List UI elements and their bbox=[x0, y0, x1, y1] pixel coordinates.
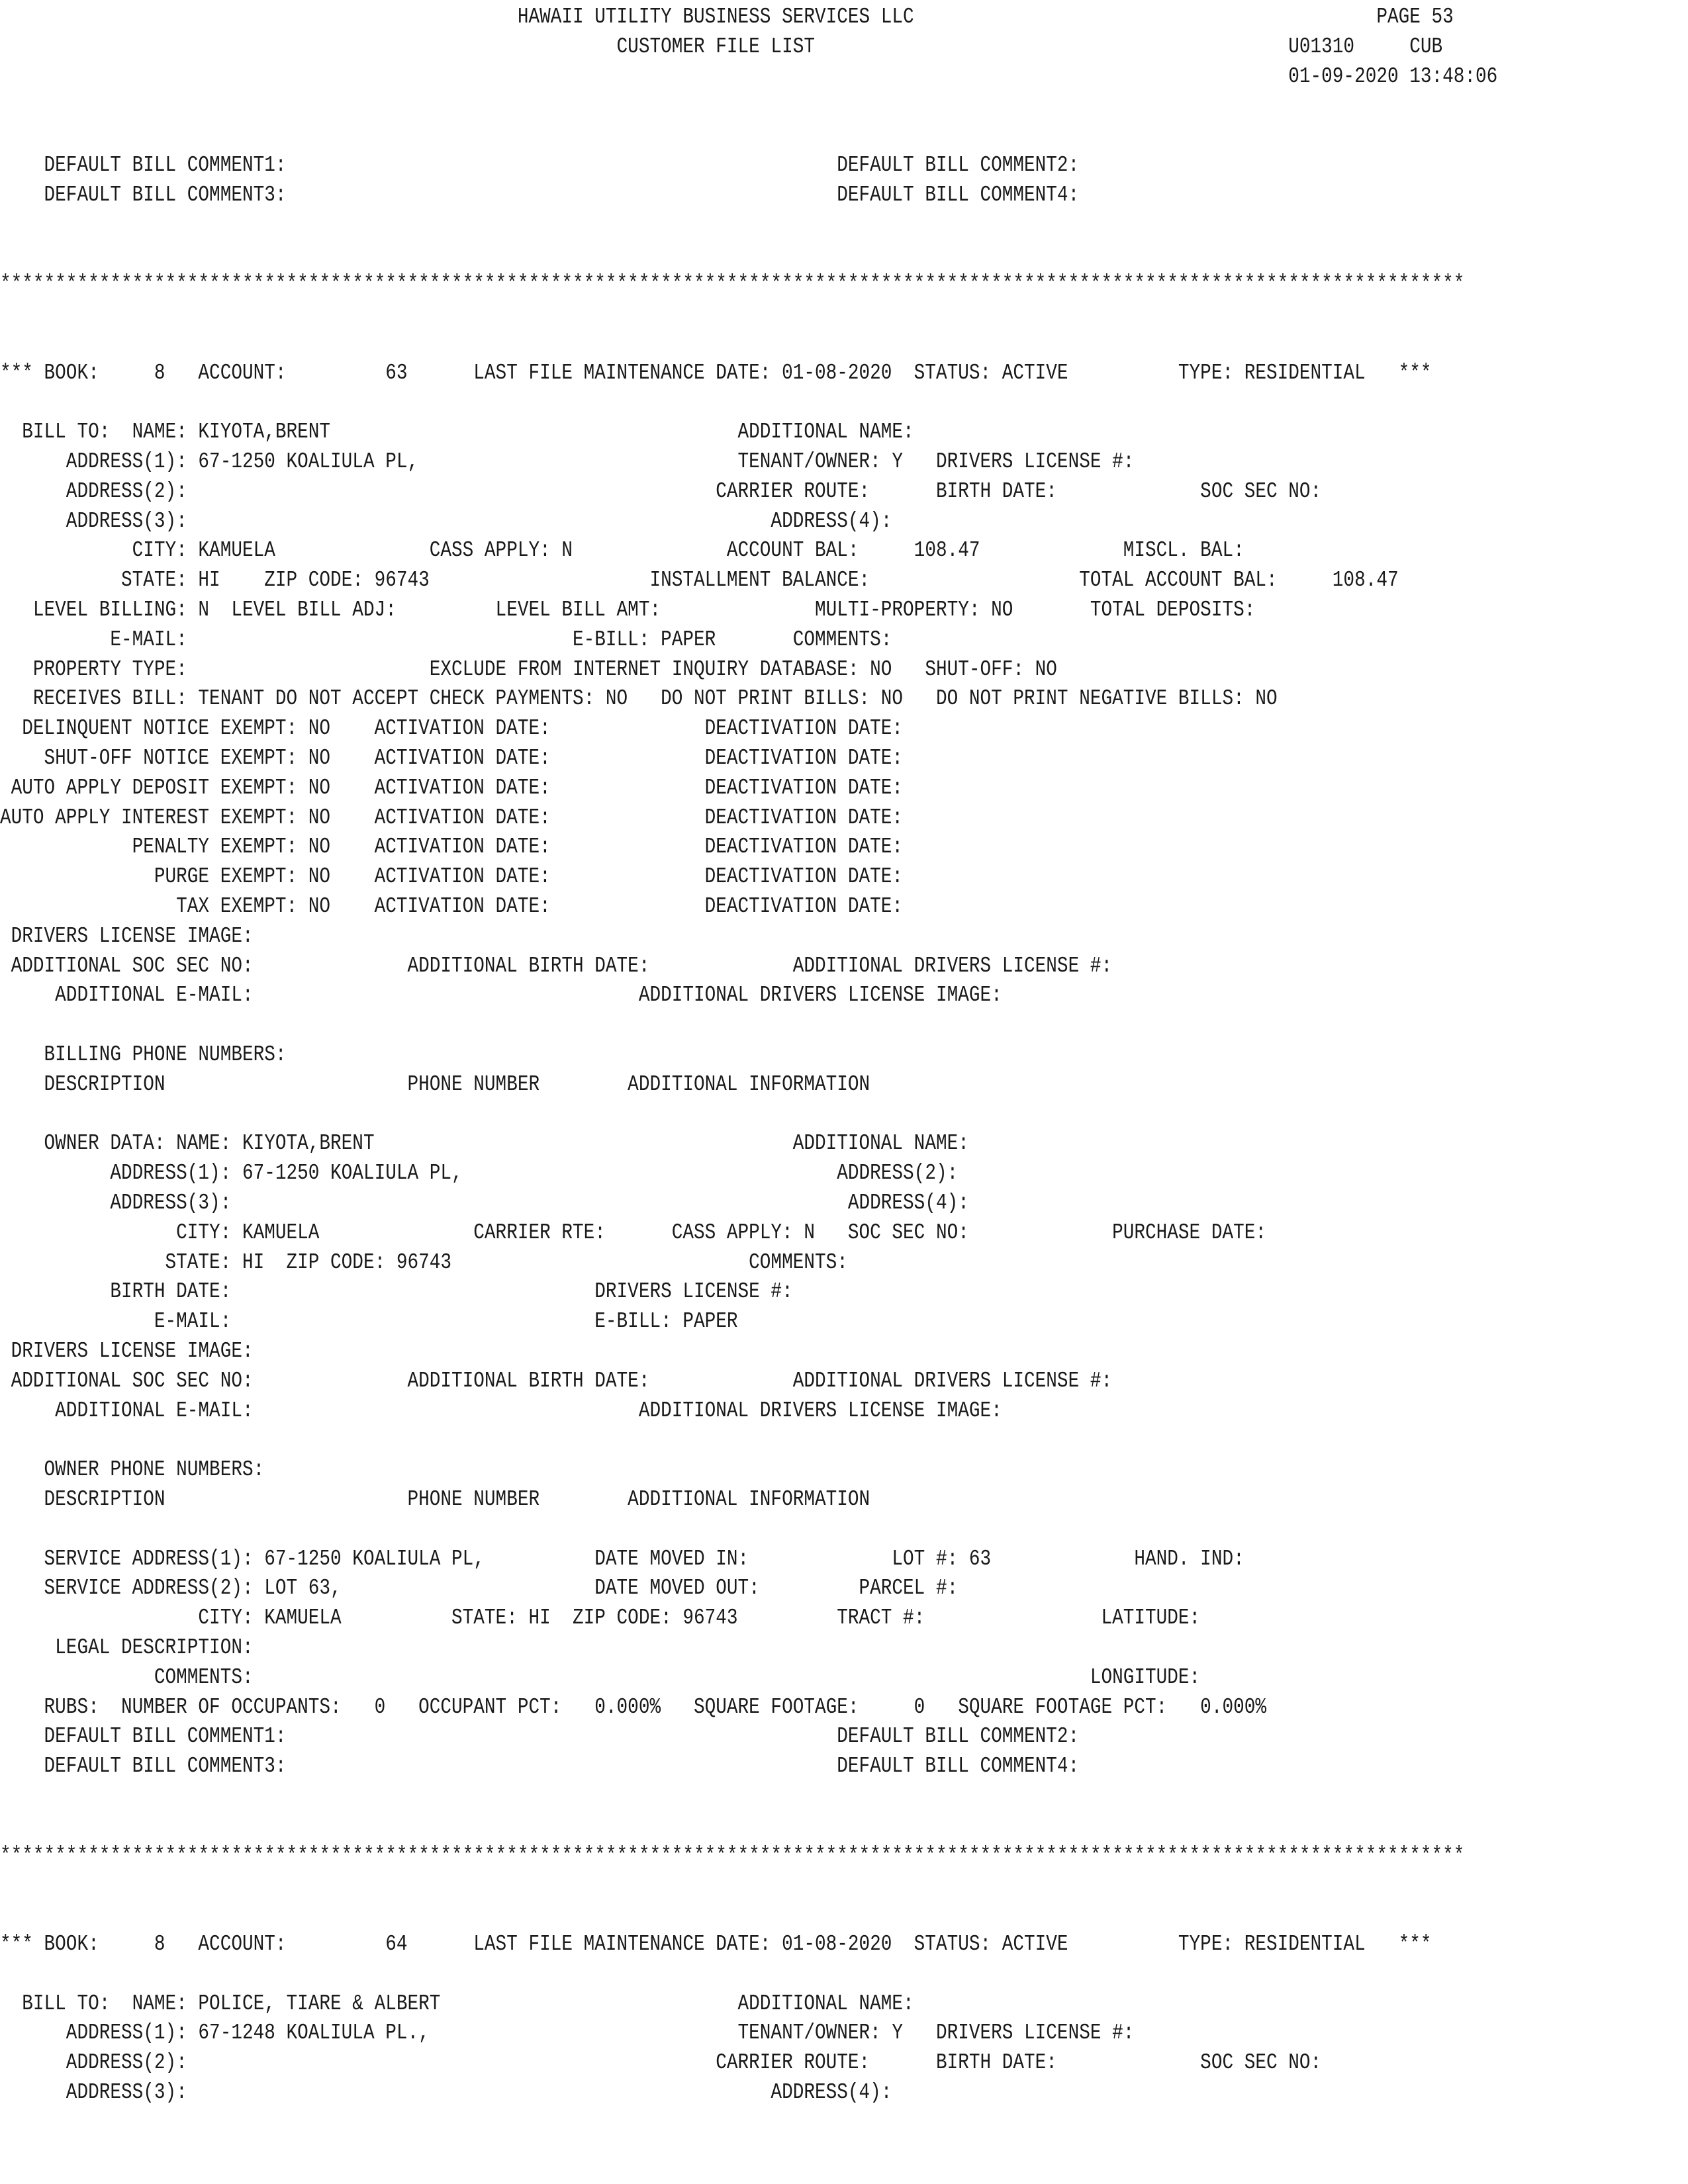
report-line bbox=[0, 240, 1418, 269]
report-line: DEFAULT BILL COMMENT3: DEFAULT BILL COMMENT4: bbox=[0, 182, 1080, 207]
report-line: DRIVERS LICENSE IMAGE: bbox=[0, 1339, 254, 1363]
report-line: E-MAIL: E-BILL: PAPER bbox=[0, 1309, 738, 1334]
report-line: STATE: HI ZIP CODE: 96743 COMMENTS: bbox=[0, 1250, 848, 1275]
report-line: AUTO APPLY DEPOSIT EXEMPT: NO ACTIVATION DATE: DEACTIVATION DATE: bbox=[0, 775, 904, 800]
report-line: PURGE EXEMPT: NO ACTIVATION DATE: DEACTIVATION DATE: bbox=[0, 864, 904, 889]
report-line: ADDRESS(3): ADDRESS(4): bbox=[0, 508, 892, 533]
report-line bbox=[0, 1782, 1418, 1811]
report-line: E-MAIL: E-BILL: PAPER COMMENTS: bbox=[0, 627, 892, 652]
report-line: LEGAL DESCRIPTION: bbox=[0, 1635, 254, 1660]
report-line: SERVICE ADDRESS(2): LOT 63, DATE MOVED OUT: PARCEL #: bbox=[0, 1576, 959, 1601]
report-line bbox=[0, 210, 1418, 240]
report-line bbox=[0, 388, 1418, 417]
report-line: DELINQUENT NOTICE EXEMPT: NO ACTIVATION DATE: DEACTIVATION DATE: bbox=[0, 716, 904, 741]
report-line: AUTO APPLY INTEREST EXEMPT: NO ACTIVATION DATE: DEACTIVATION DATE: bbox=[0, 805, 904, 830]
report-line: BILLING PHONE NUMBERS: bbox=[0, 1042, 287, 1067]
report-header-line: HAWAII UTILITY BUSINESS SERVICES LLC PAGE 53 bbox=[0, 5, 1454, 29]
report-line: ADDRESS(1): 67-1248 KOALIULA PL., TENANT/OWNER: Y DRIVERS LICENSE #: bbox=[0, 2021, 1135, 2046]
report-line: ADDITIONAL E-MAIL: ADDITIONAL DRIVERS LICENSE IMAGE: bbox=[0, 1398, 1002, 1423]
report-line bbox=[0, 1426, 1418, 1455]
report-line: DRIVERS LICENSE IMAGE: bbox=[0, 923, 254, 948]
report-header-line: CUSTOMER FILE LIST U01310 CUB bbox=[0, 34, 1443, 59]
report-line bbox=[0, 91, 1418, 120]
report-line: DEFAULT BILL COMMENT1: DEFAULT BILL COMMENT2: bbox=[0, 153, 1080, 177]
report-line: DEFAULT BILL COMMENT1: DEFAULT BILL COMMENT2: bbox=[0, 1724, 1080, 1749]
report-line bbox=[0, 1870, 1418, 1899]
report-line: ADDRESS(3): ADDRESS(4): bbox=[0, 1191, 969, 1215]
report-line: ADDITIONAL SOC SEC NO: ADDITIONAL BIRTH DATE: ADDITIONAL DRIVERS LICENSE #: bbox=[0, 953, 1113, 978]
account-header-line: *** BOOK: 8 ACCOUNT: 64 LAST FILE MAINTENANCE DATE: 01-08-2020 STATUS: ACTIVE TYPE: RESIDENTIAL *** bbox=[0, 1932, 1432, 1956]
report-line: PENALTY EXEMPT: NO ACTIVATION DATE: DEACTIVATION DATE: bbox=[0, 835, 904, 860]
report-line: CITY: KAMUELA STATE: HI ZIP CODE: 96743 TRACT #: LATITUDE: bbox=[0, 1606, 1201, 1631]
report-line: STATE: HI ZIP CODE: 96743 INSTALLMENT BALANCE: TOTAL ACCOUNT BAL: 108.47 bbox=[0, 568, 1399, 593]
report-line: ADDRESS(1): 67-1250 KOALIULA PL, ADDRESS(2): bbox=[0, 1161, 959, 1186]
report-line: CITY: KAMUELA CASS APPLY: N ACCOUNT BAL: 108.47 MISCL. BAL: bbox=[0, 538, 1244, 563]
report-line bbox=[0, 1515, 1418, 1544]
report-line: ADDRESS(3): ADDRESS(4): bbox=[0, 2080, 892, 2105]
report-line: SHUT-OFF NOTICE EXEMPT: NO ACTIVATION DATE: DEACTIVATION DATE: bbox=[0, 746, 904, 770]
report-line bbox=[0, 1811, 1418, 1841]
report-line: ADDRESS(1): 67-1250 KOALIULA PL, TENANT/OWNER: Y DRIVERS LICENSE #: bbox=[0, 449, 1135, 474]
report-line bbox=[0, 299, 1418, 328]
report-line bbox=[0, 1011, 1418, 1040]
report-line: RUBS: NUMBER OF OCCUPANTS: 0 OCCUPANT PCT: 0.000% SQUARE FOOTAGE: 0 SQUARE FOOTAGE PCT: 0.000% bbox=[0, 1694, 1266, 1719]
report-line: DESCRIPTION PHONE NUMBER ADDITIONAL INFORMATION bbox=[0, 1487, 870, 1512]
report-line bbox=[0, 1900, 1418, 1929]
report-line bbox=[0, 329, 1418, 358]
report-line: DESCRIPTION PHONE NUMBER ADDITIONAL INFORMATION bbox=[0, 1071, 870, 1097]
report-line bbox=[0, 121, 1418, 150]
report-line: ADDRESS(2): CARRIER ROUTE: BIRTH DATE: SOC SEC NO: bbox=[0, 2050, 1322, 2075]
report-line bbox=[0, 1960, 1418, 1989]
account-header-line: *** BOOK: 8 ACCOUNT: 63 LAST FILE MAINTENANCE DATE: 01-08-2020 STATUS: ACTIVE TYPE: RESIDENTIAL *** bbox=[0, 360, 1432, 385]
report-line: RECEIVES BILL: TENANT DO NOT ACCEPT CHECK PAYMENTS: NO DO NOT PRINT BILLS: NO DO NOT PRINT NEGATIVE BILLS: NO bbox=[0, 686, 1278, 711]
report-line: BIRTH DATE: DRIVERS LICENSE #: bbox=[0, 1279, 793, 1304]
report-line: ADDRESS(2): CARRIER ROUTE: BIRTH DATE: SOC SEC NO: bbox=[0, 478, 1322, 504]
report-line: CITY: KAMUELA CARRIER RTE: CASS APPLY: N SOC SEC NO: PURCHASE DATE: bbox=[0, 1220, 1266, 1245]
report-line: ADDITIONAL E-MAIL: ADDITIONAL DRIVERS LICENSE IMAGE: bbox=[0, 983, 1002, 1008]
report-line: OWNER DATA: NAME: KIYOTA,BRENT ADDITIONAL NAME: bbox=[0, 1131, 969, 1156]
report-line: ADDITIONAL SOC SEC NO: ADDITIONAL BIRTH DATE: ADDITIONAL DRIVERS LICENSE #: bbox=[0, 1368, 1113, 1393]
report-line: BILL TO: NAME: KIYOTA,BRENT ADDITIONAL NAME: bbox=[0, 420, 914, 445]
report-line: OWNER PHONE NUMBERS: bbox=[0, 1457, 265, 1482]
report-line: BILL TO: NAME: POLICE, TIARE & ALBERT ADDITIONAL NAME: bbox=[0, 1991, 914, 2016]
report-line: COMMENTS: LONGITUDE: bbox=[0, 1664, 1201, 1690]
report-header-line: 01-09-2020 13:48:06 bbox=[0, 64, 1498, 89]
report-line: SERVICE ADDRESS(1): 67-1250 KOALIULA PL, DATE MOVED IN: LOT #: 63 HAND. IND: bbox=[0, 1546, 1244, 1571]
report-line: PROPERTY TYPE: EXCLUDE FROM INTERNET INQUIRY DATABASE: NO SHUT-OFF: NO bbox=[0, 657, 1057, 682]
report-line: DEFAULT BILL COMMENT3: DEFAULT BILL COMMENT4: bbox=[0, 1754, 1080, 1779]
section-separator: ************************************************************************************************************************************* bbox=[0, 1843, 1465, 1868]
report-line: TAX EXEMPT: NO ACTIVATION DATE: DEACTIVATION DATE: bbox=[0, 894, 904, 919]
report-line bbox=[0, 1100, 1418, 1129]
section-separator: ************************************************************************************************************************************* bbox=[0, 271, 1465, 296]
report-line: LEVEL BILLING: N LEVEL BILL ADJ: LEVEL BILL AMT: MULTI-PROPERTY: NO TOTAL DEPOSITS: bbox=[0, 598, 1256, 622]
